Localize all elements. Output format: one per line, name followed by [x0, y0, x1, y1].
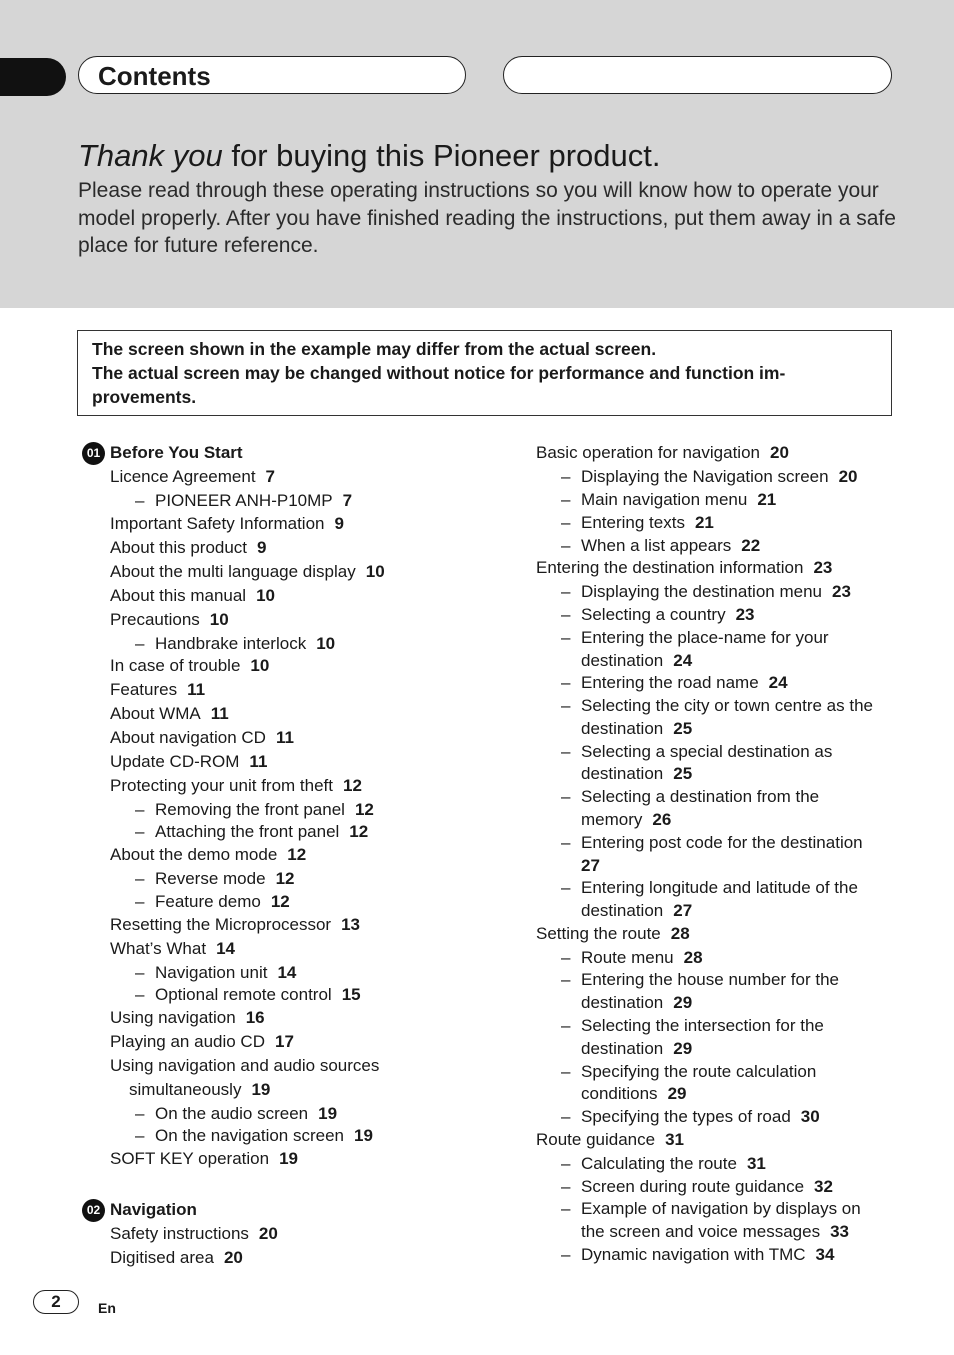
toc-dash: – — [561, 833, 571, 852]
notice-line-2: The actual screen may be changed without notice for performance and function im-provements. — [92, 363, 786, 407]
toc-entry-title: Entering the place-name for your — [581, 628, 829, 647]
toc-entry-page: 20 — [838, 467, 858, 486]
toc-entry-title: the screen and voice messages — [581, 1222, 821, 1241]
left-toc-entry — [110, 466, 275, 488]
toc-entry-page: 24 — [768, 673, 788, 692]
right-toc-entry — [561, 627, 829, 649]
toc-entry-page: 27 — [581, 856, 600, 875]
toc-dash: – — [561, 787, 571, 806]
right-toc-entry — [561, 1061, 817, 1083]
left-toc-entry — [110, 561, 385, 583]
toc-entry-page: 23 — [813, 558, 833, 577]
toc-entry-title: Example of navigation by displays on — [581, 1199, 861, 1218]
toc-entry-page: 12 — [343, 776, 362, 795]
left-toc-entry — [110, 537, 267, 559]
right-toc-entry — [581, 855, 600, 877]
toc-dash: – — [135, 1126, 145, 1145]
left-toc-entry — [135, 1125, 373, 1147]
right-toc-entry — [561, 512, 714, 534]
toc-entry-title: simultaneously — [129, 1080, 242, 1099]
toc-entry-page: 11 — [210, 704, 229, 723]
toc-dash: – — [561, 536, 571, 555]
toc-entry-title: Entering longitude and latitude of the — [581, 878, 858, 897]
toc-dash: – — [135, 1104, 145, 1123]
toc-entry-page: 7 — [342, 491, 353, 510]
toc-entry-page: 14 — [216, 939, 235, 958]
toc-entry-page: 11 — [249, 752, 268, 771]
toc-entry-page: 29 — [673, 993, 693, 1012]
toc-dash: – — [561, 948, 571, 967]
toc-entry-page: 31 — [746, 1154, 766, 1173]
left-toc-entry — [110, 938, 235, 960]
toc-entry-page: 12 — [354, 800, 374, 819]
toc-entry-page: 10 — [365, 562, 385, 581]
left-toc-entry — [110, 1223, 278, 1245]
toc-dash: – — [135, 800, 145, 819]
left-toc-entry — [135, 868, 295, 890]
toc-dash: – — [561, 513, 571, 532]
right-toc-entry — [581, 1038, 692, 1060]
toc-entry-title: Important Safety Information — [110, 514, 325, 533]
left-toc-entry — [110, 513, 344, 535]
right-toc-entry — [561, 832, 863, 854]
left-toc-entry — [129, 1079, 270, 1101]
toc-entry-page: 19 — [318, 1104, 338, 1123]
toc-entry-page: 12 — [349, 822, 369, 841]
toc-dash: – — [135, 892, 145, 911]
left-toc-entry — [135, 962, 297, 984]
thank-you-heading — [78, 138, 660, 174]
toc-entry-page: 13 — [341, 915, 361, 934]
toc-entry-title: destination — [581, 993, 664, 1012]
toc-entry-page: 15 — [341, 985, 361, 1004]
right-toc-entry — [561, 877, 858, 899]
section-tab-marker — [0, 58, 66, 96]
toc-entry-page: 25 — [673, 719, 693, 738]
right-toc-entry — [536, 1129, 684, 1151]
toc-entry-page: 7 — [265, 467, 276, 486]
toc-entry-title: SOFT KEY operation — [110, 1149, 270, 1168]
toc-entry-page: 24 — [673, 651, 693, 670]
toc-entry-title: destination — [581, 1039, 664, 1058]
toc-entry-title: Entering the destination information — [536, 558, 804, 577]
right-toc-entry — [581, 809, 671, 831]
right-toc-entry — [561, 695, 873, 717]
left-toc-entry — [135, 821, 369, 843]
toc-entry-title: Playing an audio CD — [110, 1032, 265, 1051]
right-toc-entry — [561, 1176, 833, 1198]
left-toc-entry — [110, 751, 267, 773]
toc-entry-page: 12 — [270, 892, 290, 911]
toc-entry-title: Selecting a special destination as — [581, 742, 833, 761]
toc-entry-title: Attaching the front panel — [155, 822, 340, 841]
toc-entry-page: 25 — [673, 764, 693, 783]
toc-entry-page: 29 — [667, 1084, 687, 1103]
toc-entry-page: 34 — [815, 1245, 835, 1264]
right-toc-entry — [561, 672, 788, 694]
toc-entry-title: conditions — [581, 1084, 658, 1103]
toc-entry-title: Route guidance — [536, 1130, 656, 1149]
toc-dash: – — [135, 963, 145, 982]
toc-entry-page: 33 — [830, 1222, 850, 1241]
toc-dash: – — [561, 878, 571, 897]
toc-dash: – — [561, 1016, 571, 1035]
toc-entry-title: Protecting your unit from theft — [110, 776, 333, 795]
toc-entry-title: Features — [110, 680, 178, 699]
toc-entry-page: 9 — [334, 514, 344, 533]
toc-entry-title: PIONEER ANH-P10MP — [155, 491, 333, 510]
right-toc-entry — [536, 442, 789, 464]
left-toc-entry — [135, 799, 374, 821]
toc-entry-title: Displaying the destination menu — [581, 582, 822, 601]
toc-entry-title: Entering the road name — [581, 673, 759, 692]
toc-entry-title: Entering texts — [581, 513, 685, 532]
toc-dash: – — [561, 1199, 571, 1218]
left-toc-entry — [110, 775, 362, 797]
left-toc-entry — [110, 655, 269, 677]
toc-entry-page: 31 — [665, 1130, 685, 1149]
toc-dash: – — [561, 696, 571, 715]
section-title-before-you-start: Before You Start — [110, 443, 243, 462]
toc-dash: – — [561, 605, 571, 624]
left-toc-entry — [135, 891, 290, 913]
toc-entry-page: 17 — [274, 1032, 294, 1051]
toc-entry-title: Digitised area — [110, 1248, 214, 1267]
right-toc-entry — [561, 489, 777, 511]
left-toc-entry — [110, 1031, 294, 1053]
right-toc-entry — [581, 992, 692, 1014]
right-toc-entry — [536, 923, 690, 945]
toc-entry-page: 10 — [250, 656, 270, 675]
empty-title-pill — [503, 56, 892, 94]
toc-entry-page: 21 — [757, 490, 777, 509]
right-toc-entry — [581, 1221, 849, 1243]
toc-entry-title: Specifying the route calculation — [581, 1062, 817, 1081]
toc-entry-page: 20 — [223, 1248, 243, 1267]
toc-entry-page: 28 — [683, 948, 703, 967]
toc-entry-page: 27 — [673, 901, 693, 920]
right-toc-entry — [561, 535, 761, 557]
toc-entry-page: 29 — [673, 1039, 693, 1058]
toc-entry-title: Selecting a destination from the — [581, 787, 820, 806]
toc-entry-page: 22 — [741, 536, 761, 555]
language-code: En — [98, 1300, 116, 1316]
toc-entry-page: 19 — [354, 1126, 373, 1145]
left-toc-entry — [135, 490, 353, 512]
toc-entry-page: 10 — [316, 634, 336, 653]
toc-entry-title: destination — [581, 764, 664, 783]
toc-dash: – — [561, 1245, 571, 1264]
section-badge-02: 02 — [82, 1199, 105, 1222]
toc-entry-title: About the multi language display — [110, 562, 356, 581]
right-toc-entry — [581, 650, 692, 672]
toc-entry-title: On the audio screen — [155, 1104, 309, 1123]
toc-entry-page: 14 — [277, 963, 297, 982]
toc-entry-page: 12 — [287, 845, 307, 864]
toc-entry-title: About navigation CD — [110, 728, 266, 747]
left-toc-entry — [110, 679, 205, 701]
right-toc-entry — [561, 1244, 835, 1266]
toc-entry-title: About this product — [110, 538, 248, 557]
toc-entry-page: 12 — [275, 869, 295, 888]
thank-you-rest: for buying this Pioneer product. — [222, 138, 661, 173]
toc-entry-page: 23 — [831, 582, 851, 601]
left-toc-entry — [110, 844, 306, 866]
toc-entry-title: Resetting the Microprocessor — [110, 915, 332, 934]
toc-entry-title: Using navigation — [110, 1008, 236, 1027]
toc-entry-page: 19 — [251, 1080, 271, 1099]
contents-title: Contents — [98, 61, 211, 91]
toc-entry-page: 19 — [279, 1149, 298, 1168]
toc-entry-title: Selecting the intersection for the — [581, 1016, 824, 1035]
left-toc-entry — [135, 1103, 338, 1125]
left-toc-entry — [110, 609, 229, 631]
right-toc-entry — [561, 604, 755, 626]
right-toc-entry — [561, 581, 851, 603]
toc-dash: – — [135, 491, 145, 510]
toc-entry-title: Basic operation for navigation — [536, 443, 760, 462]
toc-entry-title: Feature demo — [155, 892, 261, 911]
right-toc-entry — [561, 466, 858, 488]
right-toc-entry — [581, 763, 692, 785]
toc-dash: – — [561, 628, 571, 647]
right-toc-entry — [561, 1106, 820, 1128]
right-toc-entry — [561, 1153, 766, 1175]
toc-entry-title: Safety instructions — [110, 1224, 249, 1243]
toc-entry-title: About WMA — [110, 704, 201, 723]
toc-entry-title: Specifying the types of road — [581, 1107, 791, 1126]
toc-entry-title: Calculating the route — [581, 1154, 737, 1173]
section-title-navigation: Navigation — [110, 1200, 197, 1219]
toc-entry-page: 20 — [769, 443, 789, 462]
right-toc-entry — [536, 557, 832, 579]
toc-dash: – — [561, 1107, 571, 1126]
toc-entry-title: Precautions — [110, 610, 200, 629]
toc-entry-title: Entering the house number for the — [581, 970, 839, 989]
toc-dash: – — [561, 742, 571, 761]
toc-entry-title: When a list appears — [581, 536, 732, 555]
left-toc-entry — [110, 585, 275, 607]
right-toc-entry — [561, 969, 839, 991]
toc-entry-title: Displaying the Navigation screen — [581, 467, 829, 486]
left-toc-entry — [110, 1055, 379, 1077]
notice-box — [77, 330, 892, 416]
toc-entry-page: 28 — [670, 924, 690, 943]
toc-entry-page: 11 — [275, 728, 294, 747]
toc-entry-title: Optional remote control — [155, 985, 332, 1004]
toc-entry-title: Update CD-ROM — [110, 752, 240, 771]
toc-entry-page: 9 — [257, 538, 267, 557]
right-toc-entry — [581, 718, 692, 740]
toc-entry-page: 20 — [258, 1224, 278, 1243]
toc-entry-title: Main navigation menu — [581, 490, 748, 509]
toc-dash: – — [561, 582, 571, 601]
toc-dash: – — [561, 673, 571, 692]
toc-entry-title: Using navigation and audio sources — [110, 1056, 380, 1075]
toc-dash: – — [561, 467, 571, 486]
page-number: 2 — [33, 1290, 79, 1314]
left-toc-entry — [110, 1247, 243, 1269]
right-toc-entry — [561, 741, 833, 763]
right-toc-entry — [581, 900, 692, 922]
thank-you-italic: Thank you — [78, 138, 223, 173]
toc-entry-title: memory — [581, 810, 643, 829]
left-toc-entry — [110, 727, 294, 749]
toc-dash: – — [561, 970, 571, 989]
section-badge-01: 01 — [82, 442, 105, 465]
toc-entry-title: destination — [581, 901, 664, 920]
toc-entry-title: Navigation unit — [155, 963, 268, 982]
toc-entry-page: 32 — [814, 1177, 833, 1196]
left-toc-entry — [110, 1007, 265, 1029]
toc-entry-page: 10 — [209, 610, 229, 629]
toc-entry-title: Reverse mode — [155, 869, 266, 888]
toc-entry-page: 26 — [652, 810, 672, 829]
toc-entry-page: 23 — [735, 605, 755, 624]
toc-dash: – — [561, 1154, 571, 1173]
toc-dash: – — [561, 1062, 571, 1081]
notice-line-1: The screen shown in the example may differ from the actual screen. — [92, 339, 657, 359]
right-toc-entry — [581, 1083, 686, 1105]
toc-entry-title: Dynamic navigation with TMC — [581, 1245, 806, 1264]
toc-entry-title: Licence Agreement — [110, 467, 256, 486]
toc-entry-title: Screen during route guidance — [581, 1177, 805, 1196]
intro-paragraph: Please read through these operating instructions so you will know how to operate your model properly. After you have finished reading the instructions, put them away in a safe place for future reference. — [78, 179, 896, 257]
toc-dash: – — [561, 1177, 571, 1196]
toc-dash: – — [135, 869, 145, 888]
toc-entry-title: Handbrake interlock — [155, 634, 307, 653]
right-toc-entry — [561, 1198, 861, 1220]
toc-entry-title: Entering post code for the destination — [581, 833, 863, 852]
toc-entry-title: destination — [581, 719, 664, 738]
right-toc-entry — [561, 947, 703, 969]
left-toc-entry — [110, 1148, 298, 1170]
toc-dash: – — [135, 985, 145, 1004]
left-toc-entry — [110, 703, 229, 725]
left-toc-entry — [135, 633, 336, 655]
toc-dash: – — [135, 634, 145, 653]
toc-entry-title: Selecting a country — [581, 605, 726, 624]
left-toc-entry — [135, 984, 361, 1006]
toc-dash: – — [135, 822, 145, 841]
toc-entry-page: 30 — [800, 1107, 820, 1126]
toc-entry-title: About the demo mode — [110, 845, 278, 864]
toc-entry-title: On the navigation screen — [155, 1126, 345, 1145]
toc-entry-title: Route menu — [581, 948, 674, 967]
toc-entry-page: 16 — [245, 1008, 265, 1027]
right-toc-entry — [561, 1015, 824, 1037]
toc-entry-page: 21 — [694, 513, 714, 532]
toc-entry-title: About this manual — [110, 586, 247, 605]
toc-entry-title: destination — [581, 651, 664, 670]
toc-entry-title: Setting the route — [536, 924, 661, 943]
toc-entry-title: What’s What — [110, 939, 207, 958]
toc-dash: – — [561, 490, 571, 509]
toc-entry-title: Selecting the city or town centre as the — [581, 696, 873, 715]
toc-entry-title: In case of trouble — [110, 656, 241, 675]
left-toc-entry — [110, 914, 360, 936]
right-toc-entry — [561, 786, 820, 808]
toc-entry-page: 11 — [187, 680, 206, 699]
toc-entry-title: Removing the front panel — [155, 800, 345, 819]
toc-entry-page: 10 — [256, 586, 276, 605]
